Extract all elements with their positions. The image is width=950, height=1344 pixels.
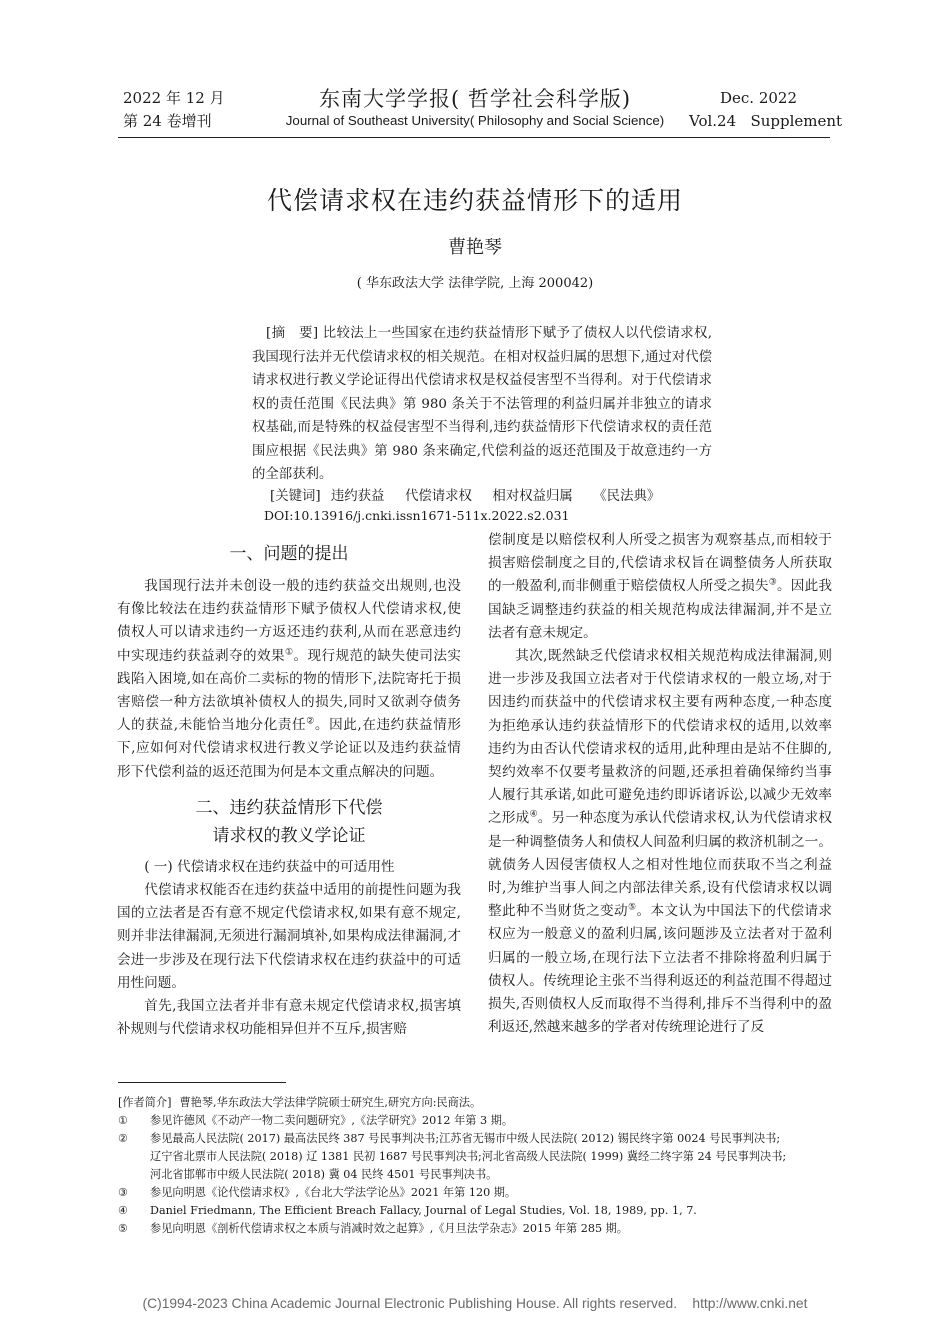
article-affiliation: ( 华东政法大学 法律学院, 上海 200042) — [356, 276, 594, 291]
text-run: 。本文认为中国法下的代偿请求权应为一般意义的盈利归属,该问题涉及立法者对于盈利归属的一般立场,在现行法下立法者不排除将盈利归属于债权人。传统理论主张不当得利返还的利益范围不得超过损失,否则债权人反而取得不当得利,排斥不当得利中的盈利返还,然越来越多的学者对传统理论进行了反 — [488, 903, 833, 1036]
author-bio-label: [作者简介] — [118, 1096, 172, 1109]
footnote-rule — [118, 1082, 286, 1083]
paragraph — [488, 645, 832, 1039]
footnote-item — [118, 1220, 833, 1238]
left-column — [117, 536, 461, 1041]
author-bio — [118, 1094, 833, 1112]
article-author: 曹艳琴 — [448, 237, 502, 258]
footnote-ref-3: ③ — [768, 577, 777, 588]
footnote-text: 参见许德风《不动产一物二卖问题研究》,《法学研究》2012 年第 3 期。 — [150, 1114, 514, 1127]
header-date-en: Dec. 2022 — [720, 89, 798, 107]
footnote-text: 参见向明恩《论代偿请求权》,《台北大学法学论丛》2021 年第 120 期。 — [150, 1186, 517, 1199]
abstract-label: [摘 要] — [266, 326, 319, 341]
paragraph — [488, 529, 832, 645]
text-run: 。现行规范的缺失使司法实践陷入困境,如在高价二卖标的物的情形下,法院寄托于损害赔偿一种方法欲填补债权人的损失,同时又欲剥夺债务人的获益,未能恰当地分化责任 — [117, 647, 462, 734]
journal-title-en: Journal of Southeast University( Philosophy and Social Science) — [285, 113, 665, 128]
footnote-item — [118, 1166, 833, 1184]
footnote-text: 河北省邯郸市中级人民法院( 2018) 冀 04 民终 4501 号民事判决书。 — [150, 1168, 498, 1181]
text-run: 。因此我国缺乏调整违约获益的相关规范构成法律漏洞,并不是立法者有意未规定。 — [488, 578, 833, 641]
text-run: 偿制度是以赔偿权利人所受之损害为观察基点,而相较于损害赔偿制度之目的,代偿请求权旨在调整债务人所获取的一般盈利,而非侧重于赔偿债权人所受之损失 — [488, 532, 832, 595]
footnote-ref-4: ④ — [529, 809, 538, 820]
footnote-item — [118, 1130, 833, 1148]
footnote-mark — [118, 1148, 150, 1166]
header-rule — [118, 137, 830, 138]
abstract-text: 比较法上一些国家在违约获益情形下赋予了债权人以代偿请求权,我国现行法并无代偿请求权的相关规范。在相对权益归属的思想下,通过对代偿请求权进行教义学论证得出代偿请求权是权益侵害型不当得利。对于代偿请求权的责任范围《民法典》第 980 条关于不法管理的利益归属并非独立的请求权基础,而是特殊的权益侵害型不当得利,违约获益情形下代偿请求权的责任范围应根据《民法典》第 980 条来确定,代偿利益的返还范围及于故意违约一方的全部获利。 — [252, 326, 712, 482]
footnote-mark: ③ — [118, 1186, 129, 1199]
footnote-ref-2: ② — [306, 716, 315, 727]
text-run: 。因此,在违约获益情形下,应如何对代偿请求权进行教义学论证以及违约获益情形下代偿利益的返还范围为何是本文重点解决的问题。 — [117, 717, 461, 780]
subsection-1-heading: ( 一) 代偿请求权在违约获益中的可适用性 — [144, 858, 395, 875]
footnote-mark: ④ — [118, 1204, 129, 1217]
keywords-text: 违约获益 代偿请求权 相对权益归属 《民法典》 — [330, 489, 661, 504]
header-date-cn: 2022 年 12 月 — [123, 89, 225, 107]
text-run: 其次,既然缺乏代偿请求权相关规范构成法律漏洞,则进一步涉及我国立法者对于代偿请求权的一般立场,对于因违约而获益中的代偿请求权主要有两种态度,一种态度为拒绝承认违约获益情形下的代偿请求权的适用,以效率违约为由否认代偿请求权的适用,此种理由是站不住脚的,契约效率不仅要考量救济的问题,还承担着确保缔约当事人履行其承诺,如此可避免违约即诉诸诉讼,以减少无效率之形成 — [488, 648, 832, 827]
section-2-heading-line2: 请求权的教义学论证 — [212, 825, 366, 846]
keywords-label: [关键词] — [270, 489, 321, 504]
footnote-text: 参见最高人民法院( 2017) 最高法民终 387 号民事判决书;江苏省无锡市中级人民法院( 2012) 锡民终字第 0024 号民事判决书; — [150, 1132, 781, 1145]
footnote-text: 辽宁省北票市人民法院( 2018) 辽 1381 民初 1687 号民事判决书;河北省高级人民法院( 1999) 冀经二终字第 24 号民事判决书; — [150, 1150, 787, 1163]
text-run: 。另一种态度为承认代偿请求权,认为代偿请求权是一种调整债务人和债权人间盈利归属的救济机制之一。就债务人因侵害债权人之相对性地位而获取不当之利益时,为维护当事人间之内部法律关系,设有代偿请求权以调整此种不当财货之变动 — [488, 810, 833, 920]
section-2-heading — [117, 794, 461, 850]
footnote-mark: ① — [118, 1114, 129, 1127]
footnote-text: Daniel Friedmann, The Efficient Breach Fallacy, Journal of Legal Studies, Vol. 18, 1989, pp. 1, 7. — [150, 1204, 697, 1217]
journal-title-cn: 东南大学学报( 哲学社会科学版) — [318, 87, 632, 111]
author-bio-text: 曹艳琴,华东政法大学法律学院硕士研究生,研究方向:民商法。 — [179, 1096, 482, 1109]
footnote-item — [118, 1148, 833, 1166]
footnotes — [118, 1094, 833, 1238]
footnote-item — [118, 1202, 833, 1220]
text-run: 我国现行法并未创设一般的违约获益交出规则,也没有像比较法在违约获益情形下赋予债权人代偿请求权,使债权人可以请求违约一方返还违约获利,从而在恶意违约中实现违约获益剥夺的效果 — [117, 578, 461, 664]
abstract — [252, 322, 712, 487]
footnote-mark: ⑤ — [118, 1222, 129, 1235]
copyright-line: (C)1994-2023 China Academic Journal Electronic Publishing House. All rights reserved. http://www.cnki.net — [142, 1296, 808, 1311]
header-volume-cn: 第 24 卷增刊 — [123, 112, 212, 130]
article-title: 代偿请求权在违约获益情形下的适用 — [266, 186, 683, 215]
paragraph: 代偿请求权能否在违约获益中适用的前提性问题为我国的立法者是否有意不规定代偿请求权,如果有意不规定,则并非法律漏洞,无须进行漏洞填补,如果构成法律漏洞,才会进一步涉及在现行法下代偿请求权在违约获益中的可适用性问题。 — [117, 882, 461, 991]
paragraph — [117, 575, 461, 784]
paragraph: 首先,我国立法者并非有意未规定代偿请求权,损害填补规则与代偿请求权功能相异但并不互斥,损害赔 — [117, 998, 461, 1038]
footnote-ref-5: ⑤ — [627, 902, 637, 913]
right-column — [488, 529, 832, 1039]
footnote-mark — [118, 1166, 150, 1184]
footnote-item — [118, 1112, 833, 1130]
keywords — [270, 485, 660, 504]
footnote-ref-1: ① — [284, 647, 294, 658]
footnote-item — [118, 1184, 833, 1202]
header-volume-en: Vol.24 Supplement — [689, 112, 843, 130]
section-1-heading: 一、问题的提出 — [229, 544, 349, 564]
section-2-heading-line1: 二、违约获益情形下代偿 — [195, 797, 383, 818]
footnote-text: 参见向明恩《剖析代偿请求权之本质与消减时效之起算》,《月旦法学杂志》2015 年第 285 期。 — [150, 1222, 628, 1235]
doi: DOI:10.13916/j.cnki.issn1671-511x.2022.s2.031 — [264, 508, 570, 523]
footnote-mark: ② — [118, 1132, 129, 1145]
